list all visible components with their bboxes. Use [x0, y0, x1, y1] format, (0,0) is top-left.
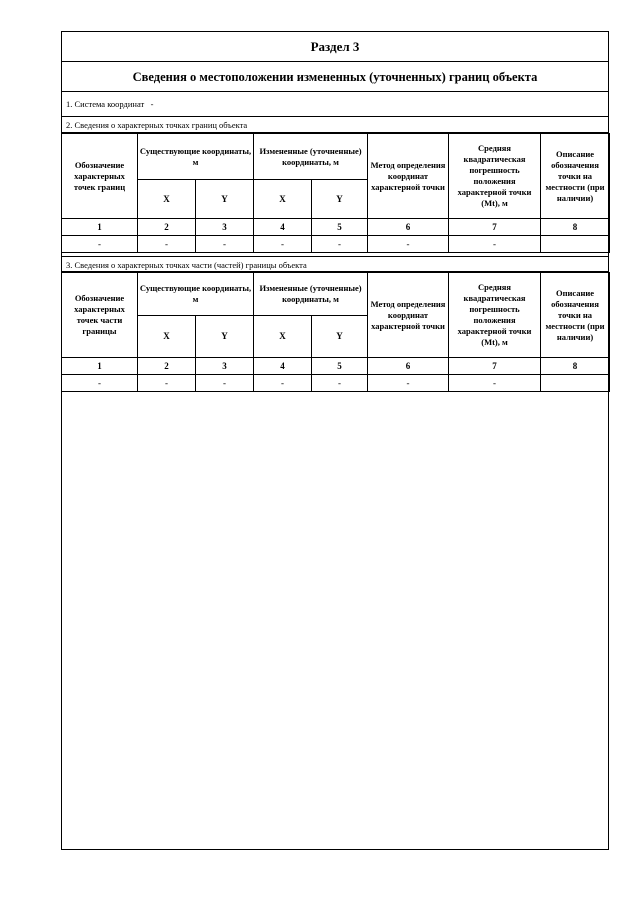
column-number: 8 [541, 219, 610, 236]
block1-title: 2. Сведения о характерных точках границ объекта [62, 117, 608, 133]
header-changed-coords: Измененные (уточненные) координаты, м [254, 273, 368, 316]
header-method: Метод определения координат характерной точки [368, 273, 449, 358]
table-cell: - [368, 375, 449, 392]
column-number: 3 [196, 219, 254, 236]
header-x-existing: X [138, 180, 196, 219]
column-number: 3 [196, 358, 254, 375]
table-cell: - [312, 375, 368, 392]
coord-system-value: - [150, 99, 154, 109]
table-cell [541, 236, 610, 253]
header-method: Метод определения координат характерной точки [368, 134, 449, 219]
header-designation: Обозначение характерных точек части границы [62, 273, 138, 358]
header-existing-coords: Существующие координаты, м [138, 134, 254, 180]
table-cell: - [254, 375, 312, 392]
table-cell: - [62, 236, 138, 253]
boundary-part-points-table [61, 272, 610, 392]
column-number: 7 [449, 358, 541, 375]
header-designation: Обозначение характерных точек границ [62, 134, 138, 219]
coord-system-label: 1. Система координат [66, 99, 145, 109]
table-cell: - [368, 236, 449, 253]
header-error: Средняя квадратическая погрешность положения характерной точки (Mt), м [449, 273, 541, 358]
block2-title: 3. Сведения о характерных точках части (частей) границы объекта [62, 256, 608, 272]
table-cell: - [254, 236, 312, 253]
column-number: 6 [368, 219, 449, 236]
column-number: 8 [541, 358, 610, 375]
column-number: 2 [138, 358, 196, 375]
header-y-existing: Y [196, 316, 254, 358]
table-cell: - [196, 375, 254, 392]
header-x-changed: X [254, 180, 312, 219]
header-x-changed: X [254, 316, 312, 358]
column-number: 5 [312, 219, 368, 236]
boundary-points-table [61, 133, 610, 253]
table-cell: - [62, 375, 138, 392]
section-heading: Сведения о местоположении измененных (уточненных) границ объекта [62, 62, 608, 92]
table-cell: - [449, 375, 541, 392]
coord-system-line [62, 92, 608, 117]
table-cell: - [138, 375, 196, 392]
column-number: 4 [254, 219, 312, 236]
header-x-existing: X [138, 316, 196, 358]
column-number: 5 [312, 358, 368, 375]
table-cell: - [196, 236, 254, 253]
header-y-changed: Y [312, 316, 368, 358]
header-changed-coords: Измененные (уточненные) координаты, м [254, 134, 368, 180]
table-cell: - [312, 236, 368, 253]
column-number: 1 [62, 219, 138, 236]
header-y-existing: Y [196, 180, 254, 219]
header-error: Средняя квадратическая погрешность положения характерной точки (Mt), м [449, 134, 541, 219]
header-y-changed: Y [312, 180, 368, 219]
header-description: Описание обозначения точки на местности (при наличии) [541, 134, 610, 219]
document-frame [61, 31, 609, 850]
column-number: 7 [449, 219, 541, 236]
section-title: Раздел 3 [62, 32, 608, 62]
column-number: 1 [62, 358, 138, 375]
header-existing-coords: Существующие координаты, м [138, 273, 254, 316]
column-number: 6 [368, 358, 449, 375]
column-number: 4 [254, 358, 312, 375]
table-cell [541, 375, 610, 392]
table-cell: - [138, 236, 196, 253]
table-cell: - [449, 236, 541, 253]
header-description: Описание обозначения точки на местности (при наличии) [541, 273, 610, 358]
column-number: 2 [138, 219, 196, 236]
